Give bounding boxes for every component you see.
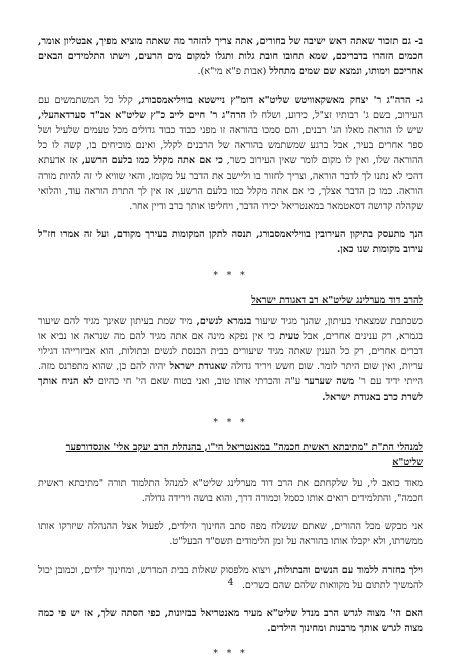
page-number: 4 [227, 578, 234, 588]
section-2 [38, 93, 423, 215]
bold-text-run: בגמרא לנשים, [192, 315, 252, 327]
section-mesivta-4 [38, 606, 423, 636]
section-1 [38, 34, 423, 80]
text-run: שיש לו הוראה מאלו הג' רבנים, והם סמכו בהוראה זו מפני כבוד כבוד גדולים מכל טעמים שלעיל ושל ספר אחרים בעיר, אבל ברגע שמשתמש בהוראה של הרבנים לקלל, ואינם מוכיחים בו, קשה לו כל ההוראה שלו, ואין לו מקום לומר שאין העירוב כשר, [38, 125, 424, 167]
bold-text-run: משה שערער [300, 376, 355, 388]
paragraph-mesivta-2 [38, 519, 423, 549]
text-run: ע"ה והכרתי אותו טוב, ואני בטוח שאם הי' חי כהיום [93, 376, 301, 388]
paragraph-mesivta-1 [38, 476, 423, 506]
section-3 [38, 227, 423, 257]
bold-text-run: כי אם אתה מקלל כמו בלעם הרשע, [81, 155, 223, 167]
letter-header-merling: להרב דוד מערלינג שליט"א רב דאגודת ישראל [251, 294, 423, 306]
paragraph-eruv [38, 227, 423, 257]
bold-text-run: ג- הרה"ג ר' יצחק מאשקאוויטש שליט"א דומ"ץ ניישטא בוויליאמסבורג, [132, 94, 423, 106]
section-merling [38, 314, 423, 405]
paragraph-b [38, 34, 423, 80]
bold-text-run: ב- גם תזכור שאתה ראש ישיבה של בחורים, אתה צריך להזהר מה שאתה מוציא מפיך, אבטליון אומר, חכמים הזהרו בדבריכם, שמא תחובו חובת גלות ותגלו למקום [38, 36, 423, 63]
bold-text-run: מים הרעים, [129, 51, 182, 63]
bold-text-run: טעית [274, 330, 299, 342]
text-run: יהיה להם כן, שהוא מתפרנס מזה. הייתי ידיד עם ר' [38, 361, 424, 388]
bold-text-run: הנך מתעסק בתיקון העירובין בוויליאמסבורג, תנסה לתקן המקומות בעירך מקודם, ועל זה אמרו חז"ל עירוב מקומות שנו כאן. [38, 229, 423, 256]
paragraph-merling [38, 314, 423, 405]
text-run: כי אין נפקא מינה אם אתה מגיד להם מה שנראה או נביא או דברים אחרים, רק כל הענין שאתה מגיד שיעורים בבית הכנסת לנשים ובתולות, הוא אביזרייהו דגילוי עריות, ואין שום היתר לומר. שום חשש ויריד גדולה [38, 330, 423, 373]
separator-3: * * * [213, 649, 248, 659]
bold-text-run: שאגודת ישראל [165, 361, 228, 373]
section-mesivta-2 [38, 519, 423, 549]
text-run: מאוד כואב לי, על שלקחתם את הרב דוד מערלינג שליט"א למנהל התלמוד תורה "מתיבתא ראשית חכמה", והתלמידים רואים אותו כסמל וכמורה דרך, והוא בושה וירידה גדולה. [38, 477, 423, 505]
text-run: כשכתבת שמצאתי בעיתון, שהנך מגיד שיעור [251, 315, 423, 327]
text-run: קלל כל המשתמשים עם העירוב, בשם ג' רבותיו זצ"ל, כידוע, ושלח לו [38, 94, 424, 121]
text-run: ויצוא מלפסוק שאלות בבית המדרש, ומחינוך ילדים, וכמובן יכול להמשיך לתתום על מקוואות שלהם שהם כשרים. [38, 564, 423, 591]
text-run: אני מבקש מכל ההורים, שאתם שנשלח מפה סתב החינוך הילדים, לפעול אצל ההנהלה שיזרקו אותו ממשרתו, ולא יקבלו אותו בהוראה על זמן הלימודים תשס"ד הבעל"ט. [38, 521, 423, 548]
bold-text-run: וילך בחזרה ללמוד עם הנשים והבתולות, [270, 564, 423, 576]
section-mesivta-1 [38, 476, 423, 506]
text-run: מיד שמת בעיתון שאינך מגיד להם שיעור בגמרא, רק ענינים אחרים, אבל [38, 315, 423, 342]
letter-header-mesivta: למנהלי הת"ת "מתיבתא ראשית חכמה" במאנטריאל הי"ו, בהנהלת הרב יעקב אלי' אונסדורפער שליט"א [65, 441, 423, 468]
bold-text-run: הרה"ג ר' חיים לייב כ"ץ שליט"א אב"ד סערדאהעלי, [38, 109, 246, 121]
separator-1: * * * [213, 270, 248, 281]
text-run: (אבות פ"א מי"א). [197, 66, 270, 78]
paragraph-mesivta-4 [38, 606, 423, 636]
bold-text-run: האם הי' מצוה לגרש הרב מנדל שליט"א מעיר מאנטריאל בבזיונות, כפי הסתה שלך, אז יש פי כמה מצוה לגרש אותך מרבנות ומחינוך הילדים. [38, 608, 423, 635]
bold-text-run: לא הניח אותך לשרת כרב באגודת ישראל. [38, 376, 423, 403]
separator-2: * * * [213, 417, 248, 428]
text-run: אז אדעתא דהכי לא נתנו לך לדבר הוראה, וצריך לחזור בו וליישב את הדבר על מקומו, והאי שוויא לי זה להיות מורה הוראה. כמו כן הדבר אצלך, כי אם אתה מקלל כמו בלעם הרשע, אז אין לך התרת הוראה עוד, והלואי שקהלה קדושה דסאטמאר במאנטריאל יכירו הדבר, ויחליפו אותך ברב ודיין אחר. [38, 155, 423, 213]
paragraph-g [38, 93, 423, 215]
bold-text-run: וישתו התלמידים הבאים אחריכם וימותו, ונמצא שם שמים מתחלל [38, 51, 423, 78]
